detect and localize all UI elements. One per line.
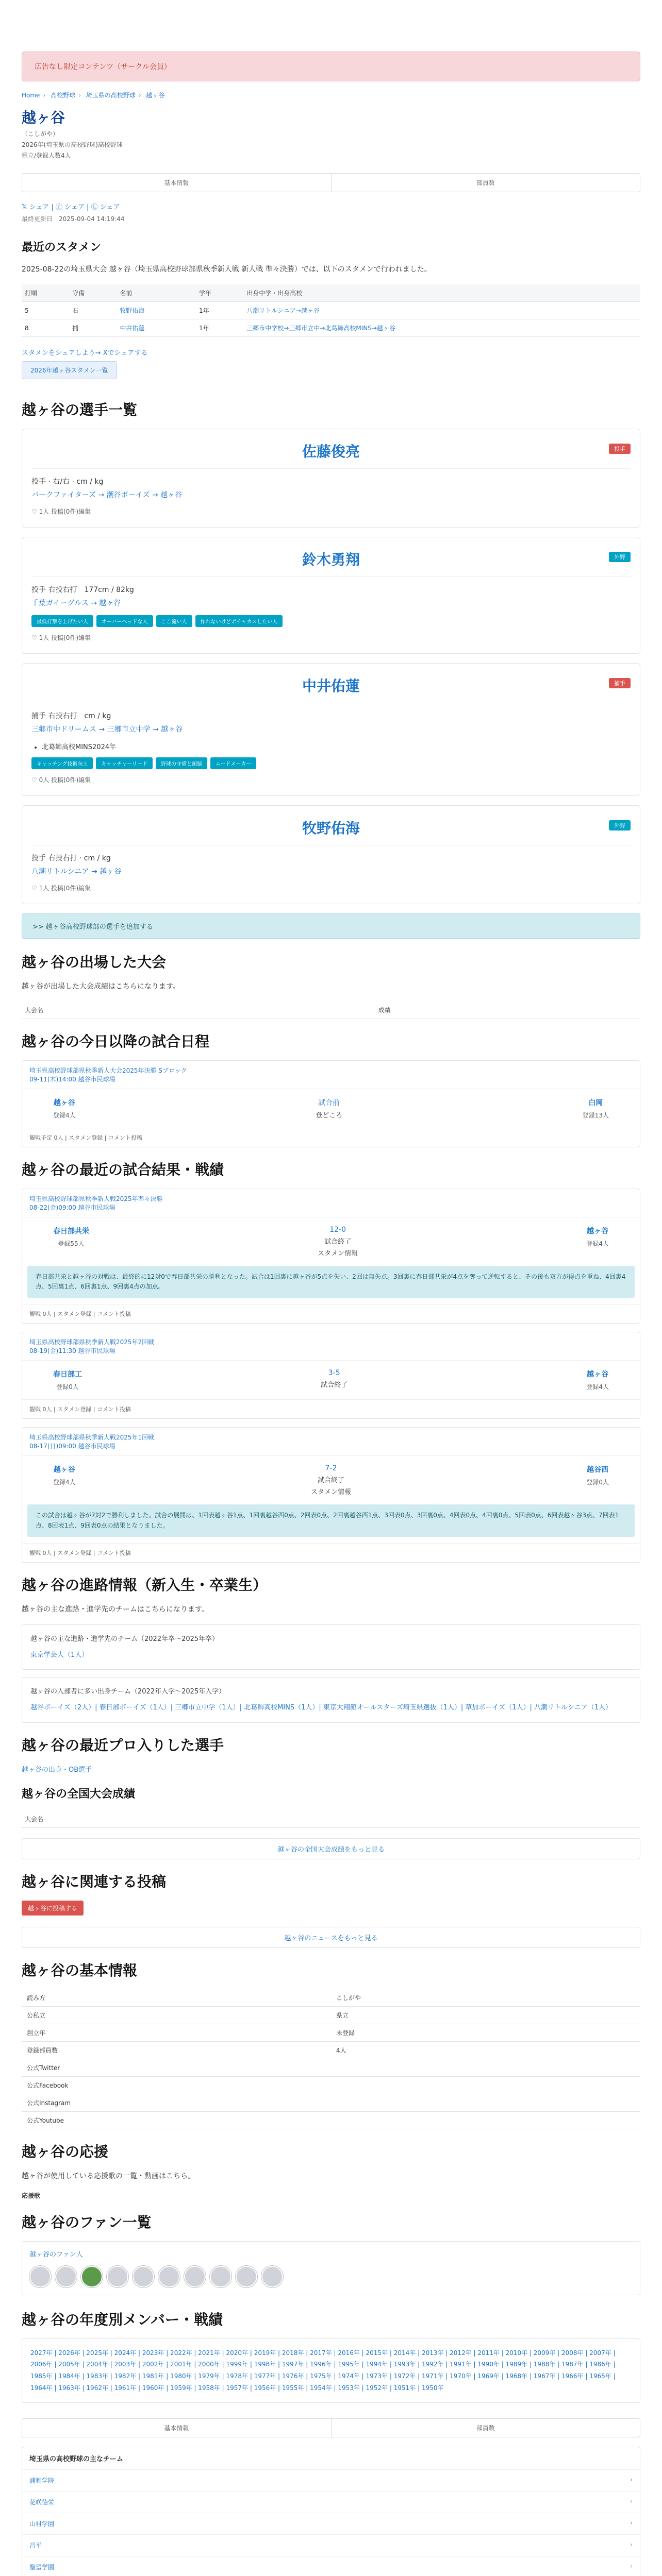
col-header: 成績 (375, 1002, 640, 1019)
fan-link[interactable]: 越ヶ谷のファン人 (29, 2250, 83, 2259)
avatar[interactable] (184, 2266, 206, 2287)
pro-link[interactable]: 越ヶ谷の出身・OB選手 (22, 1766, 92, 1774)
game-score: 12-0 試合終了 スタメン情報 (318, 1226, 358, 1258)
chevron-right-icon: › (630, 2497, 633, 2505)
player-tag[interactable]: 最低打撃を上げたい人 (31, 615, 93, 627)
avatar[interactable] (236, 2266, 257, 2287)
post-button[interactable]: 越ヶ谷に投稿する (22, 1901, 84, 1916)
game-header[interactable]: 埼玉県高校野球部県秋季新人戦2025年準々決勝 08-22(金)09:00 越谷市民球場 (22, 1189, 640, 1217)
player-card (22, 663, 640, 796)
game-body (22, 1217, 640, 1266)
player-tags (31, 615, 631, 627)
player-bullet-list (42, 741, 631, 751)
player-career[interactable]: 三郷市中ドリームス → 三郷市立中学 → 越ヶ谷 (31, 725, 183, 734)
national-table: 大会名 (22, 1810, 640, 1828)
col-header: 守備 (69, 284, 117, 302)
player-career[interactable]: 八潮リトルシニア → 越ヶ谷 (31, 868, 122, 876)
table-row: 公私立 県立 (22, 2006, 640, 2024)
breadcrumb: Home › 高校野球 › 埼玉県の高校野球 › 越ヶ谷 (22, 92, 165, 99)
shinro-links[interactable]: 越谷ボーイズ（2人）| 春日部ボーイズ（1人）| 三郷市立中学（1人）| 北葛飾高校MINS（1人）| 東京大翔館オールスターズ埼玉県選抜（1人）| 草加ボーイズ（1人）| 八潮リトルシニア（1人） (30, 1704, 612, 1712)
player-tag[interactable]: キャッチング技術向上 (31, 757, 93, 769)
year-links[interactable]: 2027年 | 2026年 | 2025年 | 2024年 | 2023年 | 2022年 | 2021年 | 2020年 | 2019年 | 2018年 | 2017年 | 2016年 | 2015年 | 2014年 | 2013年 | 2012年 | 2011年 | 2010年 | 2009年 | 2008年 | 2007年 | 2006年 | 2005年 | 2004年 | 2003年 | 2002年 | 2001年 | 2000年 | 1999年 | 1998年 | 1997年 | 1996年 | 1995年 | 1994年 | 1993年 | 1992年 | 1991年 | 1990年 | 1989年 | 1988年 | 1987年 | 1986年 | 1985年 | 1984年 | 1983年 | 1982年 | 1981年 | 1980年 | 1979年 | 1978年 | 1977年 | 1976年 | 1975年 | 1974年 | 1973年 | 1972年 | 1971年 | 1970年 | 1969年 | 1968年 | 1967年 | 1966年 | 1965年 | 1964年 | 1963年 | 1962年 | 1961年 | 1960年 | 1959年 | 1958年 | 1957年 | 1956年 | 1955年 | 1954年 | 1953年 | 1952年 | 1951年 | 1950年 (22, 2338, 640, 2403)
bottom-tabs (22, 2418, 640, 2437)
tab-basic[interactable]: 基本情報 (164, 2424, 189, 2432)
sutamen-lead: 2025-08-22の埼玉県大会 越ヶ谷（埼玉県高校野球部県秋季新人戦 新人戦 準々決勝）では、以下のスタメンで行われました。 (22, 265, 432, 274)
player-tag[interactable]: 作れないけどボチャカスしたい人 (195, 615, 283, 627)
player-name[interactable]: 佐藤俊亮 (31, 440, 631, 469)
player-tag[interactable]: オーバーヘッドな人 (96, 615, 153, 627)
share-line-button[interactable]: Ⓛ シェア (91, 204, 120, 211)
position-badge: 外野 (609, 820, 631, 831)
game-header[interactable]: 埼玉県高校野球部県秋季新人戦2025年1回戦 08-17(日)09:00 越谷市民球場 (22, 1428, 640, 1456)
game-card (22, 1332, 640, 1419)
player-bullet: • 北葛飾高校MINS2024年 (42, 741, 631, 751)
away-team[interactable]: 越谷西 登録0人 (586, 1466, 609, 1486)
table-row: 公式Twitter (22, 2059, 640, 2076)
share-fb-button[interactable]: ⓕ シェア (56, 204, 85, 211)
fans-title: 越ヶ谷のファン一覧 (22, 2213, 152, 2231)
school-kana: （こしがや） (22, 130, 59, 138)
player-profile: 投手 · 右/右 · cm / kg (31, 478, 104, 486)
shinro-box-dest: 越ヶ谷の主な進路・進学先のチーム（2022年卒〜2025年卒） 東京学芸大（1人） (22, 1624, 640, 1670)
sutamen-list-button[interactable]: 2026年越ヶ谷スタメン一覧 (22, 361, 117, 379)
game-score: 7-2 試合終了 スタメン情報 (310, 1464, 351, 1497)
col-header: 出身中学・出身高校 (243, 284, 640, 302)
share-row: 𝕏 シェア | ⓕ シェア | Ⓛ シェア (22, 204, 120, 211)
sutamen-share-link[interactable]: スタメンをシェアしよう→ Xでシェアする (22, 349, 148, 357)
game-summary: 春日部共栄と越ヶ谷の対戦は、最終的に12対0で春日部共栄の勝利となった。試合は1回裏に越ヶ谷が5点を失い、2回は無失点。3回裏に春日部共栄が4点を奪って逆転すると、その後も双方が得点を重ね、4回裏4点、5回裏1点、6回裏1点、9回裏4点の加点。 (27, 1266, 635, 1298)
table-row: 公式Facebook (22, 2076, 640, 2094)
breadcrumb-home[interactable]: Home (22, 92, 40, 99)
player-likes[interactable]: ♡ 1人 投稿(0件)編集 (31, 508, 91, 515)
add-player-banner[interactable]: >> 越ヶ谷高校野球部の選手を追加する (22, 913, 640, 939)
game-status: 試合前 登どころ (316, 1099, 343, 1120)
ouen-title: 越ヶ谷の応援 (22, 2143, 109, 2160)
chevron-right-icon: › (630, 2562, 633, 2570)
game-footer[interactable]: 観戦予定 0人 | スタメン登録 | コメント投稿 (22, 1128, 640, 1147)
game-footer[interactable]: 観戦 0人 | スタメン登録 | コメント投稿 (22, 1399, 640, 1418)
list-item[interactable]: 聖望学園 › (22, 2556, 640, 2576)
home-team[interactable]: 春日部共栄 登録55人 (53, 1227, 89, 1247)
game-body (22, 1089, 640, 1128)
game-header[interactable]: 埼玉県高校野球部県秋季新人戦2025年2回戦 08-19(金)11:30 越谷市民球場 (22, 1332, 640, 1361)
home-team[interactable]: 春日部工 登録0人 (53, 1370, 82, 1391)
news-more-link[interactable]: 越ヶ谷のニュースをもっと見る (22, 1927, 640, 1948)
ad-banner[interactable]: 広告なし限定コンテンツ（サークル会員） (22, 52, 640, 81)
game-card (22, 1189, 640, 1324)
col-header: 打順 (22, 284, 69, 302)
content (22, 0, 640, 2576)
chevron-right-icon: › (630, 2476, 633, 2483)
player-name[interactable]: 牧野佑海 (31, 817, 631, 845)
player-profile: 投手 右投右打 · cm / kg (31, 854, 111, 862)
game-summary: この試合は越ヶ谷が7対2で勝利しました。試合の展開は、1回表越ヶ谷1点、1回裏越谷西0点、2回表0点、2回裏越谷西1点、3回表0点、3回裏0点、4回表0点、4回裏0点、5回表0点、6回表越ヶ谷3点、7回表1点、8回表1点、9回表0点の結果となりました。 (27, 1504, 635, 1536)
player-likes[interactable]: ♡ 1人 投稿(0件)編集 (31, 634, 91, 641)
col-header: 名前 (117, 284, 196, 302)
player-likes[interactable]: ♡ 1人 投稿(0件)編集 (31, 885, 91, 892)
shinro-box-origin: 越ヶ谷の入部者に多い出身チーム（2022年入学〜2025年入学） 越谷ボーイズ（2人）| 春日部ボーイズ（1人）| 三郷市立中学（1人）| 北葛飾高校MINS（1人）| 東京大翔館オールスターズ埼玉県選抜（1人）| 草加ボーイズ（1人）| 八潮リトルシニア（1人） (22, 1677, 640, 1722)
table-row: 公式Instagram (22, 2094, 640, 2111)
avatar[interactable] (158, 2266, 180, 2287)
yearly-title: 越ヶ谷の年度別メンバー・戦績 (22, 2311, 223, 2328)
away-team[interactable]: 白岡 登録13人 (582, 1099, 609, 1119)
table-row: 創立年 未登録 (22, 2024, 640, 2041)
schedule-title: 越ヶ谷の今日以降の試合日程 (22, 1033, 210, 1050)
last-updated: 最終更新日 2025-09-04 14:19:44 (22, 215, 125, 223)
away-team[interactable]: 越ヶ谷 登録4人 (586, 1227, 609, 1247)
table-row: 公式Youtube (22, 2111, 640, 2129)
tournament-lead: 越ヶ谷が出場した大会成績はこちらになります。 (22, 982, 180, 991)
col-header: 学年 (196, 284, 243, 302)
home-team[interactable]: 越ヶ谷 登録4人 (53, 1099, 76, 1119)
breadcrumb-saitama[interactable]: 埼玉県の高校野球 (86, 92, 136, 99)
chevron-right-icon: › (630, 2540, 633, 2548)
basic-table (22, 1989, 640, 2129)
table-row: 8 捕 中井佑蓮 1年 三郷市中学校→三郷市立中→北葛飾高校MINS→越ヶ谷 (22, 319, 640, 337)
breadcrumb-koukou[interactable]: 高校野球 (51, 92, 76, 99)
player-name[interactable]: 鈴木勇翔 (31, 549, 631, 577)
players-title: 越ヶ谷の選手一覧 (22, 401, 138, 418)
list-item[interactable]: 浦和学院 › (22, 2470, 640, 2492)
share-x-button[interactable]: 𝕏 シェア (22, 204, 49, 211)
position-badge: 捕手 (609, 678, 631, 688)
national-title: 越ヶ谷の全国大会成績 (22, 1787, 136, 1801)
table-row: 読み方 こしがや (22, 1989, 640, 2007)
ouen-lead: 越ヶ谷が使用している応援歌の一覧・動画はこちら。 (22, 2172, 195, 2180)
away-team[interactable]: 越ヶ谷 登録4人 (586, 1370, 609, 1391)
avatar[interactable] (81, 2266, 103, 2287)
player-likes[interactable]: ♡ 0人 投稿(0件)編集 (31, 776, 91, 784)
player-profile: 投手 右投右打 177cm / 82kg (31, 586, 134, 594)
game-footer[interactable]: 観戦 0人 | スタメン登録 | コメント投稿 (22, 1304, 640, 1323)
position-badge: 投手 (609, 444, 631, 454)
game-card (22, 1060, 640, 1147)
game-body (22, 1456, 640, 1504)
ouen-label: 応援歌 (22, 2192, 41, 2199)
player-card (22, 805, 640, 904)
player-tags (31, 757, 631, 769)
sutamen-title: 最近のスタメン (22, 241, 102, 254)
player-tag[interactable]: キャッチャーリード (96, 757, 153, 769)
player-tag[interactable]: 野球の守備と頭脳 (156, 757, 207, 769)
avatar[interactable] (261, 2266, 283, 2287)
tab-members[interactable]: 部員数 (331, 174, 640, 192)
basic-title: 越ヶ谷の基本情報 (22, 1961, 138, 1979)
shinro-links[interactable]: 東京学芸大（1人） (30, 1651, 89, 1659)
col-header: 大会名 (22, 1002, 375, 1019)
list-item[interactable]: 山村学園 › (22, 2513, 640, 2535)
player-card (22, 429, 640, 528)
avatar[interactable] (210, 2266, 231, 2287)
school-line1: 2026年(埼玉県の高校野球)高校野球 (22, 141, 123, 148)
tournament-title: 越ヶ谷の出場した大会 (22, 954, 167, 971)
home-team[interactable]: 越ヶ谷 登録4人 (53, 1466, 76, 1486)
game-score: 3-5 試合終了 (321, 1369, 348, 1389)
avatar[interactable] (107, 2266, 128, 2287)
shinro-title: 越ヶ谷の進路情報（新入生・卒業生） (22, 1576, 268, 1594)
main-teams-card (22, 2447, 640, 2576)
avatar[interactable] (29, 2266, 51, 2287)
main-teams-head: 埼玉県の高校野球の主なチーム (22, 2447, 640, 2470)
game-card (22, 1427, 640, 1562)
avatar[interactable] (55, 2266, 77, 2287)
school-name: 越ヶ谷 (22, 109, 65, 126)
posts-title: 越ヶ谷に関連する投稿 (22, 1873, 167, 1890)
player-tag[interactable]: ここ流い人 (156, 615, 192, 627)
player-card (22, 537, 640, 654)
avatar[interactable] (133, 2266, 154, 2287)
national-more-link[interactable]: 越ヶ谷の全国大会成績をもっと見る (22, 1838, 640, 1859)
player-profile: 捕手 右投右打 cm / kg (31, 712, 111, 720)
table-row: 登録部員数 4人 (22, 2041, 640, 2059)
tab-members[interactable]: 部員数 (331, 2419, 640, 2437)
game-footer[interactable]: 観戦 0人 | スタメン登録 | コメント投稿 (22, 1543, 640, 1562)
game-body (22, 1361, 640, 1399)
shinro-lead: 越ヶ谷の主な進路・進学先のチームはこちらになります。 (22, 1605, 209, 1614)
table-row: 5 右 牧野佑海 1年 八潮リトルシニア→越ヶ谷 (22, 302, 640, 319)
game-header[interactable]: 埼玉県高校野球部県秋季新人大会2025年決勝 Sブロック 09-11(木)14:00 越谷市民球場 (22, 1061, 640, 1089)
tournament-table (22, 1002, 640, 1019)
list-item[interactable]: 昌平 › (22, 2535, 640, 2556)
player-career[interactable]: 千葉ガイーグルス → 越ヶ谷 (31, 599, 121, 607)
fan-box (22, 2241, 640, 2295)
player-career[interactable]: バークファイターズ → 潮谷ボーイズ → 越ヶ谷 (31, 491, 183, 499)
chevron-right-icon: › (630, 2519, 633, 2527)
pro-title: 越ヶ谷の最近プロ入りした選手 (22, 1736, 224, 1754)
player-tag[interactable]: ムードメーカー (210, 757, 256, 769)
top-tabs (22, 173, 640, 192)
fan-avatars (29, 2266, 633, 2287)
school-line2: 県立/登録人数4人 (22, 152, 71, 159)
breadcrumb-current: 越ヶ谷 (146, 92, 165, 99)
list-item[interactable]: 花咲徳栄 › (22, 2492, 640, 2513)
results-title: 越ヶ谷の最近の試合結果・戦績 (22, 1161, 224, 1178)
tab-basic[interactable]: 基本情報 (164, 179, 189, 187)
position-badge: 外野 (609, 552, 631, 562)
player-name[interactable]: 中井佑蓮 (31, 675, 631, 703)
sutamen-table (22, 284, 640, 337)
